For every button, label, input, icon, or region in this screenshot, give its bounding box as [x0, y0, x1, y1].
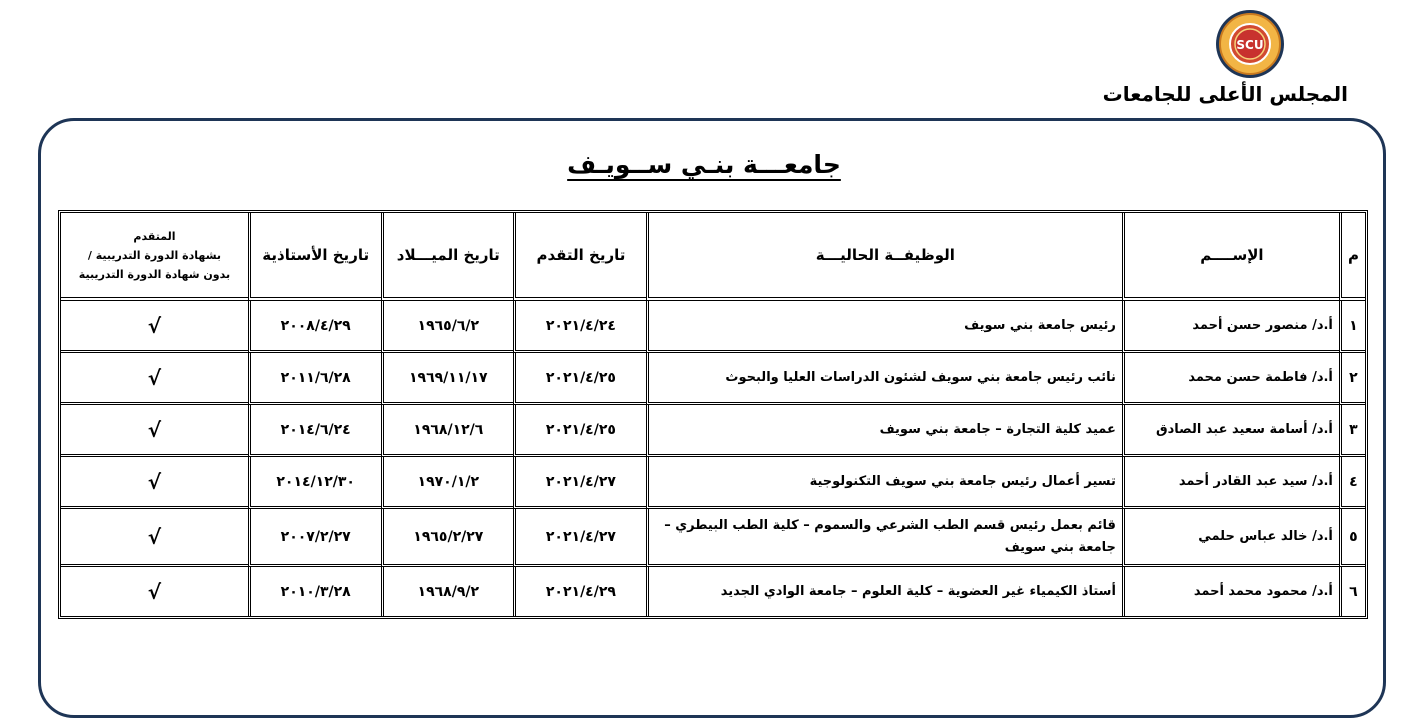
table-header-row	[61, 213, 1365, 301]
row-name: أ.د/ فاطمة حسن محمد	[1122, 353, 1339, 405]
row-position: عميد كلية التجارة – جامعة بني سويف	[646, 405, 1122, 457]
row-position: نائب رئيس جامعة بني سويف لشئون الدراسات العليا والبحوث	[646, 353, 1122, 405]
row-training-check: √	[61, 509, 248, 567]
row-position: تسير أعمال رئيس جامعة بني سويف التكنولوجية	[646, 457, 1122, 509]
table-row	[61, 567, 1365, 616]
row-index: ٣	[1339, 405, 1365, 457]
table-row	[61, 457, 1365, 509]
row-prof-date: ٢٠١٤/٦/٢٤	[248, 405, 381, 457]
row-birth-date: ١٩٦٨/٩/٢	[381, 567, 514, 616]
row-prof-date: ٢٠١٠/٣/٢٨	[248, 567, 381, 616]
row-index: ٦	[1339, 567, 1365, 616]
row-index: ٤	[1339, 457, 1365, 509]
row-name: أ.د/ أسامة سعيد عبد الصادق	[1122, 405, 1339, 457]
row-prof-date: ٢٠١٤/١٢/٣٠	[248, 457, 381, 509]
table-row	[61, 301, 1365, 353]
col-header-index: م	[1339, 213, 1365, 301]
table-row	[61, 509, 1365, 567]
row-applied-date: ٢٠٢١/٤/٢٧	[513, 509, 646, 567]
training-header-line3: بدون شهادة الدورة التدريبية	[78, 267, 231, 281]
row-index: ٢	[1339, 353, 1365, 405]
row-prof-date: ٢٠٠٧/٢/٢٧	[248, 509, 381, 567]
col-header-name: الإســــم	[1122, 213, 1339, 301]
candidates-table	[58, 210, 1368, 619]
row-index: ١	[1339, 301, 1365, 353]
row-name: أ.د/ سيد عبد القادر أحمد	[1122, 457, 1339, 509]
row-training-check: √	[61, 301, 248, 353]
col-header-prof-date: تاريخ الأستاذية	[248, 213, 381, 301]
row-name: أ.د/ محمود محمد أحمد	[1122, 567, 1339, 616]
row-birth-date: ١٩٦٩/١١/١٧	[381, 353, 514, 405]
row-applied-date: ٢٠٢١/٤/٢٤	[513, 301, 646, 353]
row-position: أستاذ الكيمياء غير العضوية – كلية العلوم – جامعة الوادي الجديد	[646, 567, 1122, 616]
col-header-applied-date: تاريخ التقدم	[513, 213, 646, 301]
row-position: رئيس جامعة بني سويف	[646, 301, 1122, 353]
col-header-training	[61, 213, 248, 301]
row-prof-date: ٢٠١١/٦/٢٨	[248, 353, 381, 405]
row-birth-date: ١٩٦٥/٦/٢	[381, 301, 514, 353]
university-title: جامعـــة بنـي ســويـف	[567, 150, 841, 179]
table-row	[61, 405, 1365, 457]
row-birth-date: ١٩٧٠/١/٢	[381, 457, 514, 509]
scu-logo	[1212, 6, 1288, 82]
row-applied-date: ٢٠٢١/٤/٢٩	[513, 567, 646, 616]
row-training-check: √	[61, 405, 248, 457]
row-position: قائم بعمل رئيس قسم الطب الشرعي والسموم – كلية الطب البيطري – جامعة بني سويف	[646, 509, 1122, 567]
page-title	[0, 150, 1408, 179]
row-training-check: √	[61, 353, 248, 405]
row-prof-date: ٢٠٠٨/٤/٢٩	[248, 301, 381, 353]
row-training-check: √	[61, 457, 248, 509]
row-index: ٥	[1339, 509, 1365, 567]
logo-text: SCU	[1236, 38, 1264, 52]
row-birth-date: ١٩٦٥/٢/٢٧	[381, 509, 514, 567]
col-header-birth-date: تاريخ الميـــلاد	[381, 213, 514, 301]
training-header-title: المتقدم	[133, 229, 176, 243]
row-applied-date: ٢٠٢١/٤/٢٥	[513, 405, 646, 457]
row-applied-date: ٢٠٢١/٤/٢٧	[513, 457, 646, 509]
col-header-position: الوظيفــة الحاليـــة	[646, 213, 1122, 301]
org-name: المجلس الأعلى للجامعات	[1102, 82, 1348, 106]
row-name: أ.د/ منصور حسن أحمد	[1122, 301, 1339, 353]
row-applied-date: ٢٠٢١/٤/٢٥	[513, 353, 646, 405]
row-training-check: √	[147, 579, 162, 604]
row-name: أ.د/ خالد عباس حلمي	[1122, 509, 1339, 567]
training-header-line2: بشهادة الدورة التدريبية /	[87, 248, 222, 262]
table-row	[61, 353, 1365, 405]
row-birth-date: ١٩٦٨/١٢/٦	[381, 405, 514, 457]
